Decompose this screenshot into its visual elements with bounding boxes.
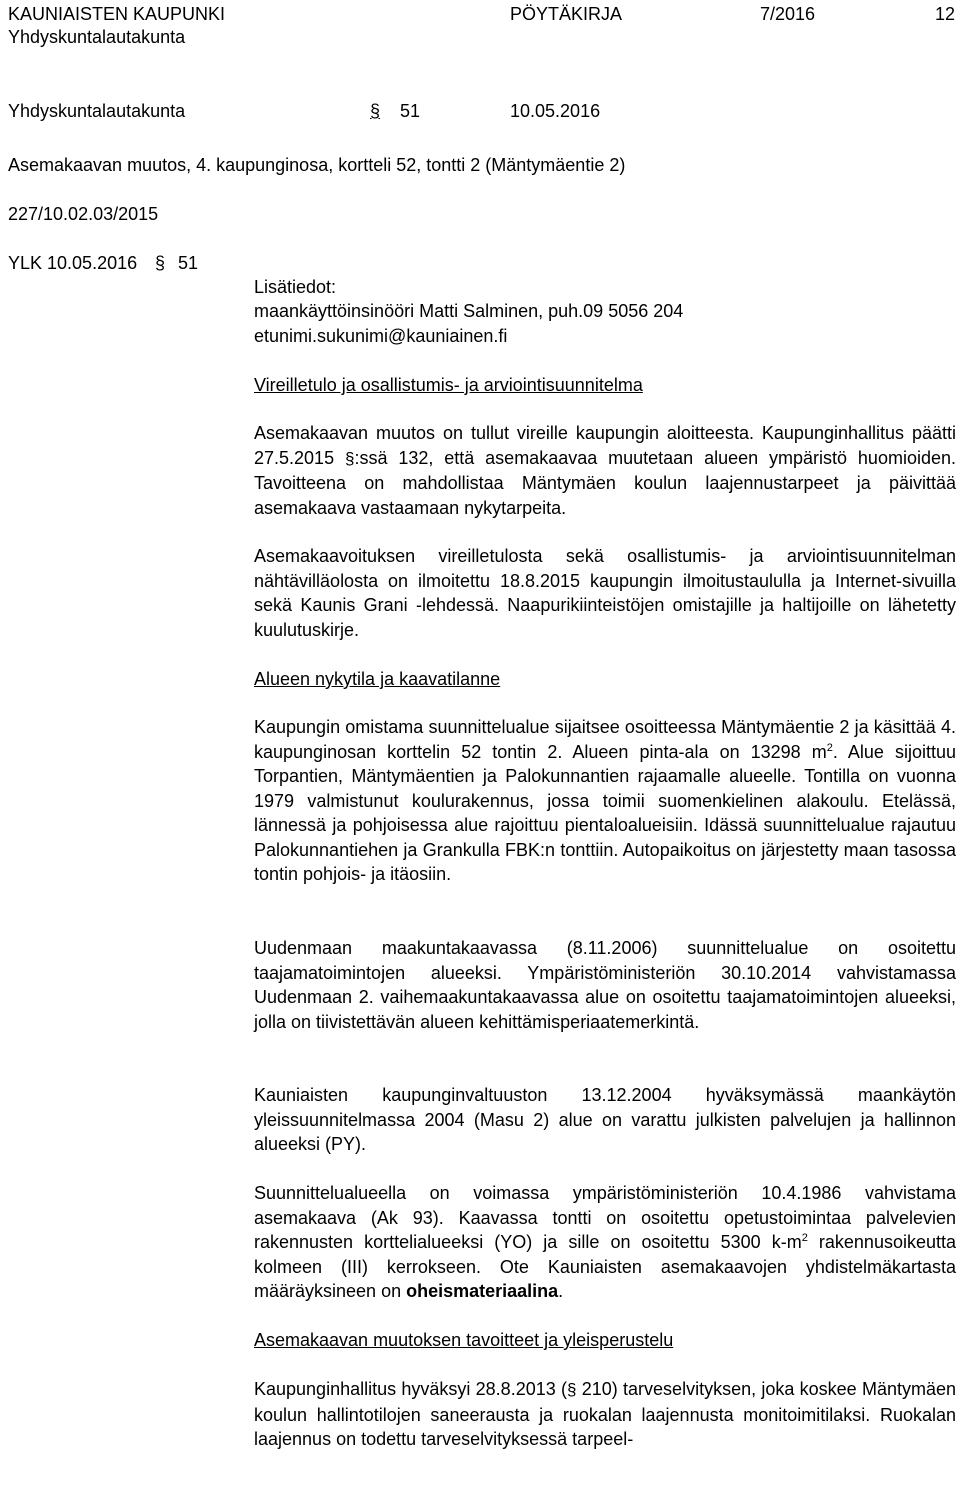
p3-superscript: 2 (826, 741, 833, 754)
heading-tavoitteet: Asemakaavan muutoksen tavoitteet ja yleisperustelu (254, 1330, 674, 1350)
contact-heading: Lisätiedot: (254, 277, 337, 297)
p3-text-a: Kaupungin omistama suunnittelualue sijaitsee osoitteessa Mäntymäentie 2 ja käsittää 4. kaupunginosan korttelin 52 tontin 2. Alueen pinta-ala on 13298 m (254, 717, 956, 762)
header-doc-type: PÖYTÄKIRJA (510, 4, 623, 24)
p6-text-a: Suunnittelualueella on voimassa ympäristöministeriön 10.4.1986 vahvistama asemakaava (Ak 93). Kaavassa tontti on osoitettu opetustoimintaa palvelevien rakennusten korttelialueeksi (YO) ja sille on osoitettu 5300 k-m (254, 1183, 956, 1252)
session-ref-section-symbol: § (155, 253, 166, 273)
paragraph-needs-assessment (254, 1377, 956, 1452)
section-symbol: § (344, 448, 355, 468)
header-issue: 7/2016 (760, 4, 816, 24)
subject-title: Asemakaavan muutos, 4. kaupunginosa, kortteli 52, tontti 2 (Mäntymäentie 2) (8, 155, 626, 175)
p6-bold-text: oheismateriaalina (406, 1281, 559, 1301)
session-ref-label: YLK 10.05.2016 (8, 253, 138, 273)
record-id: 227/10.02.03/2015 (8, 204, 159, 224)
p7-text-a: Kaupunginhallitus hyväksyi 28.8.2013 ( (254, 1379, 568, 1399)
meeting-body: Yhdyskuntalautakunta (8, 101, 186, 121)
contact-person: maankäyttöinsinööri Matti Salminen, puh.09 5056 204 (254, 301, 684, 321)
p1-text-a: Asemakaavan muutos on tullut vireille kaupungin aloitteesta. Kaupunginhallitus päätti 27.5.2015 (254, 423, 956, 468)
p6-text-c: . (558, 1281, 564, 1301)
p6-text-b: rakennusoikeutta kolmeen (III) kerrokseen. Ote Kauniaisten asemakaavojen yhdistelmäkartasta määräyksineen on (254, 1232, 956, 1301)
session-ref-section-number: 51 (178, 253, 199, 273)
p7-text-b: 210) tarveselvityksen, joka koskee Mäntymäen koulun hallintotilojen saneerausta ja ruokalan laajennusta monitoimitilaksi. Ruokalan laajennus on todettu tarveselvityksessä tarpeel- (254, 1379, 956, 1449)
p3-text-b: . Alue sijoittuu Torpantien, Mäntymäentien ja Palokunnantien rajaamalle alueelle. Tontilla on vuonna 1979 valmistunut koulurakennus, jossa toimii suomenkielinen alakoulu. Etelässä, lännessä ja pohjoisessa alue rajoittuu pientaloalueisiin. Idässä suunnittelualue rajautuu Palokunnantiehen ja Grankulla FBK:n tonttiin. Autopaikoitus on järjestetty maan tasossa tontin pohjois- ja itäosiin. (254, 741, 956, 884)
heading-nykytila: Alueen nykytila ja kaavatilanne (254, 669, 501, 689)
paragraph-detailed-plan (254, 1181, 956, 1304)
p6-superscript: 2 (801, 1232, 808, 1244)
paragraph-vireilletulo (254, 421, 956, 520)
header-org: KAUNIAISTEN KAUPUNKI (8, 4, 226, 24)
meeting-section-symbol: § (370, 101, 381, 121)
meeting-section-number: 51 (400, 101, 421, 121)
section-symbol: § (567, 1380, 577, 1399)
header-dept: Yhdyskuntalautakunta (8, 27, 186, 47)
meeting-date: 10.05.2016 (510, 101, 601, 121)
paragraph-master-plan: Kauniaisten kaupunginvaltuuston 13.12.2004 hyväksymässä maankäytön yleissuunnitelmassa 2004 (Masu 2) alue on varattu julkisten palvelujen ja hallinnon alueeksi (PY). (254, 1085, 956, 1154)
header-page-number: 12 (935, 4, 956, 24)
paragraph-area-description (254, 715, 956, 887)
contact-email: etunimi.sukunimi@kauniainen.fi (254, 326, 508, 346)
heading-vireilletulo: Vireilletulo ja osallistumis- ja arviointisuunnitelma (254, 375, 643, 395)
p1-text-b: :ssä 132, että asemakaavaa muutetaan alueen ympäristö huomioiden. Tavoitteena on mahdollistaa Mäntymäen koulun laajennustarpeet ja päivittää asemakaava vastaamaan nykytarpeita. (254, 447, 956, 518)
paragraph-notification: Asemakaavoituksen vireilletulosta sekä osallistumis- ja arviointisuunnitelman nähtävilläolosta on ilmoitettu 18.8.2015 kaupungin ilmoitustaululla ja Internet-sivuilla sekä Kaunis Grani -lehdessä. Naapurikiinteistöjen omistajille ja haltijoille on lähetetty kuulutuskirje. (254, 546, 956, 640)
paragraph-regional-plan: Uudenmaan maakuntakaavassa (8.11.2006) suunnittelualue on osoitettu taajamatoimintojen alueeksi. Ympäristöministeriön 30.10.2014 vahvistamassa Uudenmaan 2. vaihemaakuntakaavassa alue on osoitettu taajamatoimintojen alueeksi, jolla on tiivistettävän alueen kehittämisperiaatemerkintä. (254, 938, 956, 1032)
